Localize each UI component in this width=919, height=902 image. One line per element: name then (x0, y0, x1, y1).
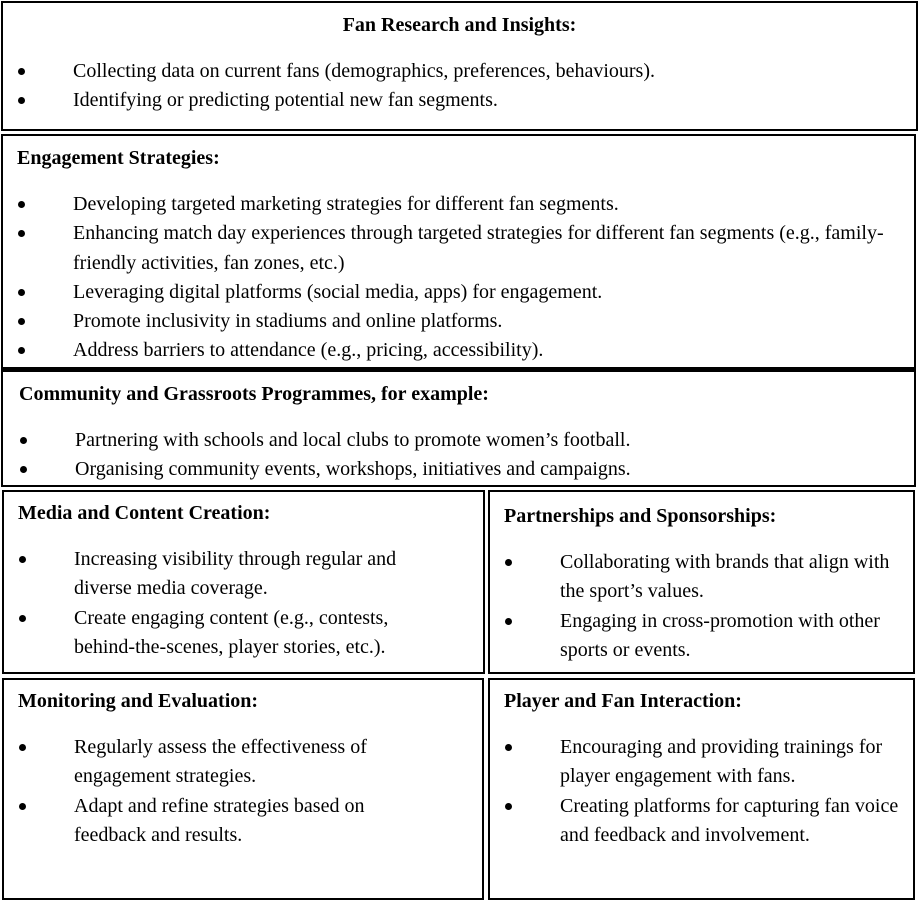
community-title: Community and Grassroots Programmes, for example: (19, 383, 489, 405)
fan-research-box (1, 1, 918, 131)
partnerships-box (488, 490, 915, 674)
media-list (19, 545, 429, 662)
media-title: Media and Content Creation: (18, 502, 271, 524)
list-item: Create engaging content (e.g., contests, behind-the-scenes, player stories, etc.). (19, 604, 429, 663)
list-item: Partnering with schools and local clubs to promote women’s football. (20, 426, 900, 455)
list-item: Regularly assess the effectiveness of engagement strategies. (19, 733, 419, 792)
interaction-title: Player and Fan Interaction: (504, 690, 742, 712)
list-item: Creating platforms for capturing fan voice and feedback and involvement. (505, 792, 901, 851)
list-item: Increasing visibility through regular and diverse media coverage. (19, 545, 429, 604)
list-item: Address barriers to attendance (e.g., pricing, accessibility). (18, 336, 888, 365)
list-item: Engaging in cross-promotion with other sports or events. (505, 607, 890, 666)
list-item: Adapt and refine strategies based on feedback and results. (19, 792, 419, 851)
list-item: Collaborating with brands that align with the sport’s values. (505, 548, 890, 607)
fan-research-title: Fan Research and Insights: (342, 14, 577, 36)
engagement-list (18, 190, 888, 366)
partnerships-list (505, 548, 890, 665)
list-item: Enhancing match day experiences through targeted strategies for different fan segments (e.g., family-friendly activities, fan zones, etc.) (18, 219, 888, 278)
monitoring-list (19, 733, 419, 850)
community-list (20, 426, 900, 485)
list-item: Collecting data on current fans (demographics, preferences, behaviours). (18, 57, 898, 86)
list-item: Encouraging and providing trainings for player engagement with fans. (505, 733, 901, 792)
interaction-box (488, 678, 915, 900)
list-item: Leveraging digital platforms (social media, apps) for engagement. (18, 278, 888, 307)
partnerships-title: Partnerships and Sponsorships: (504, 505, 777, 527)
monitoring-title: Monitoring and Evaluation: (18, 690, 259, 712)
engagement-title: Engagement Strategies: (17, 147, 220, 169)
engagement-box (1, 134, 916, 369)
media-box (2, 490, 485, 674)
list-item: Identifying or predicting potential new fan segments. (18, 86, 898, 115)
community-box (1, 369, 916, 487)
monitoring-box (2, 678, 484, 900)
fan-research-list (18, 57, 898, 116)
list-item: Promote inclusivity in stadiums and online platforms. (18, 307, 888, 336)
interaction-list (505, 733, 901, 850)
list-item: Developing targeted marketing strategies for different fan segments. (18, 190, 888, 219)
list-item: Organising community events, workshops, initiatives and campaigns. (20, 455, 900, 484)
